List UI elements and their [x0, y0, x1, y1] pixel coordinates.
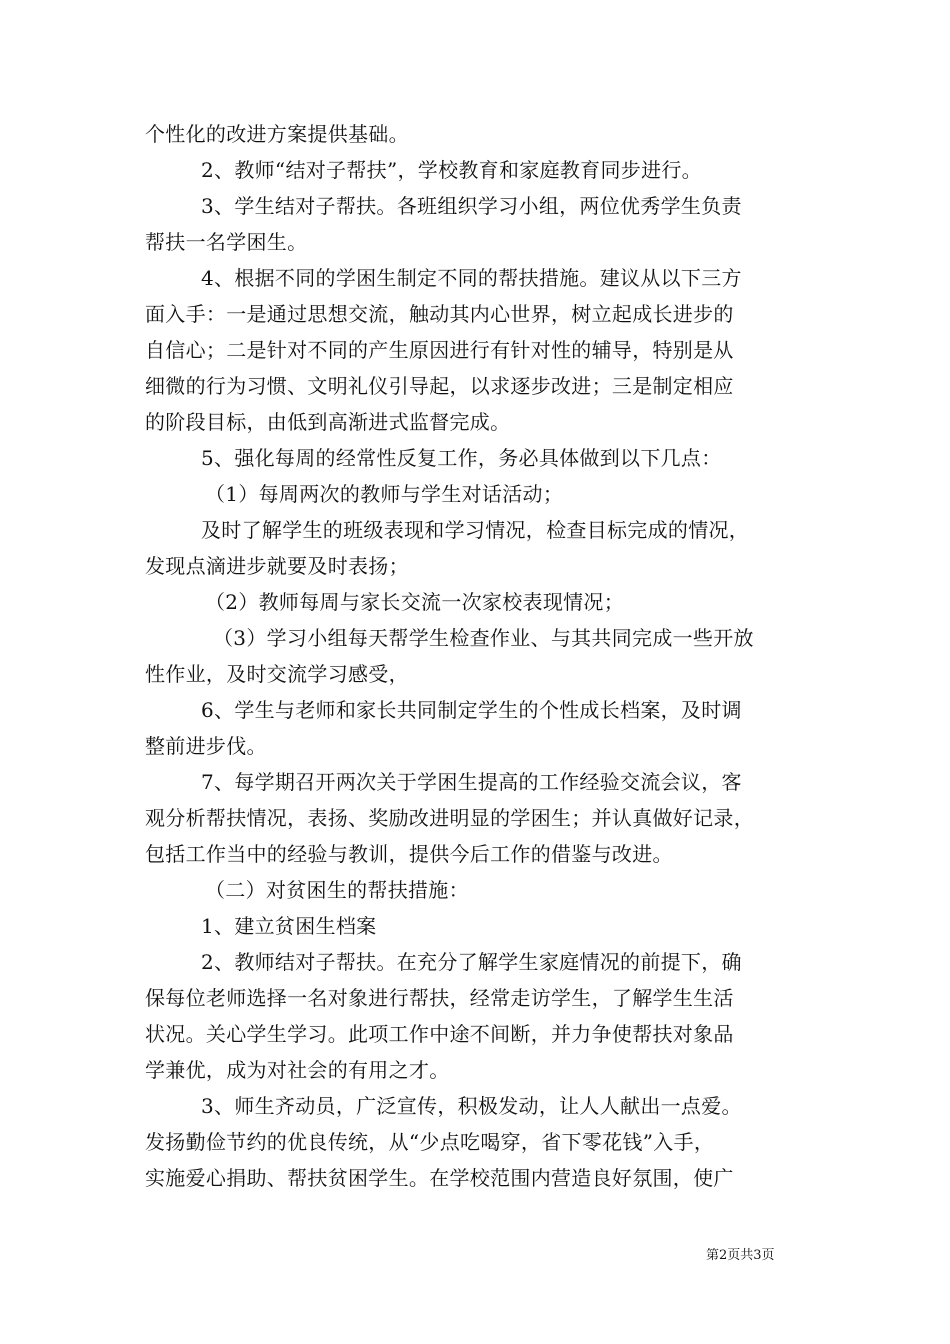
- text-line-23: 1、建立贫困生档案: [201, 914, 377, 938]
- text-line-17: 6、学生与老师和家长共同制定学生的个性成长档案，及时调: [201, 698, 742, 722]
- text-line-18: 整前进步伐。: [145, 734, 267, 758]
- text-line-24: 2、教师结对子帮扶。在充分了解学生家庭情况的前提下，确: [201, 950, 742, 974]
- text-line-28: 3、师生齐动员，广泛宣传，积极发动，让人人献出一点爱。: [201, 1094, 742, 1118]
- text-line-16: 性作业，及时交流学习感受，: [145, 662, 409, 686]
- text-line-14: （2）教师每周与家长交流一次家校表现情况；: [205, 590, 625, 614]
- text-line-26: 状况。关心学生学习。此项工作中途不间断，并力争使帮扶对象品: [145, 1022, 734, 1046]
- text-line-4: 帮扶一名学困生。: [145, 230, 308, 254]
- text-line-7: 自信心；二是针对不同的产生原因进行有针对性的辅导，特别是从: [145, 338, 734, 362]
- text-line-2: 2、教师“结对子帮扶”，学校教育和家庭教育同步进行。: [201, 158, 702, 182]
- text-line-12: 及时了解学生的班级表现和学习情况，检查目标完成的情况，: [201, 518, 750, 542]
- text-line-13: 发现点滴进步就要及时表扬；: [145, 554, 409, 578]
- text-line-1: 个性化的改进方案提供基础。: [145, 122, 409, 146]
- text-line-19: 7、每学期召开两次关于学困生提高的工作经验交流会议，客: [201, 770, 742, 794]
- text-line-8: 细微的行为习惯、文明礼仪引导起，以求逐步改进；三是制定相应: [145, 374, 734, 398]
- text-line-9: 的阶段目标，由低到高渐进式监督完成。: [145, 410, 511, 434]
- text-line-15: （3）学习小组每天帮学生检查作业、与其共同完成一些开放: [213, 626, 754, 650]
- text-line-30: 实施爱心捐助、帮扶贫困学生。在学校范围内营造良好氛围，使广: [145, 1166, 734, 1190]
- section-heading-poverty: （二）对贫困生的帮扶措施：: [205, 878, 469, 902]
- page-number-indicator: 第2页共3页: [706, 1248, 775, 1263]
- text-line-27: 学兼优，成为对社会的有用之才。: [145, 1058, 450, 1082]
- text-line-29: 发扬勤俭节约的优良传统，从“少点吃喝穿，省下零花钱”入手，: [145, 1130, 715, 1154]
- text-line-6: 面入手：一是通过思想交流，触动其内心世界，树立起成长进步的: [145, 302, 734, 326]
- text-line-10: 5、强化每周的经常性反复工作，务必具体做到以下几点：: [201, 446, 722, 470]
- text-line-3: 3、学生结对子帮扶。各班组织学习小组，两位优秀学生负责: [201, 194, 742, 218]
- text-line-11: （1）每周两次的教师与学生对话活动；: [205, 482, 564, 506]
- text-line-21: 包括工作当中的经验与教训，提供今后工作的借鉴与改进。: [145, 842, 673, 866]
- document-body: [145, 116, 830, 1196]
- text-line-25: 保每位老师选择一名对象进行帮扶，经常走访学生，了解学生生活: [145, 986, 734, 1010]
- text-line-5: 4、根据不同的学困生制定不同的帮扶措施。建议从以下三方: [201, 266, 742, 290]
- text-line-20: 观分析帮扶情况，表扬、奖励改进明显的学困生；并认真做好记录，: [145, 806, 754, 830]
